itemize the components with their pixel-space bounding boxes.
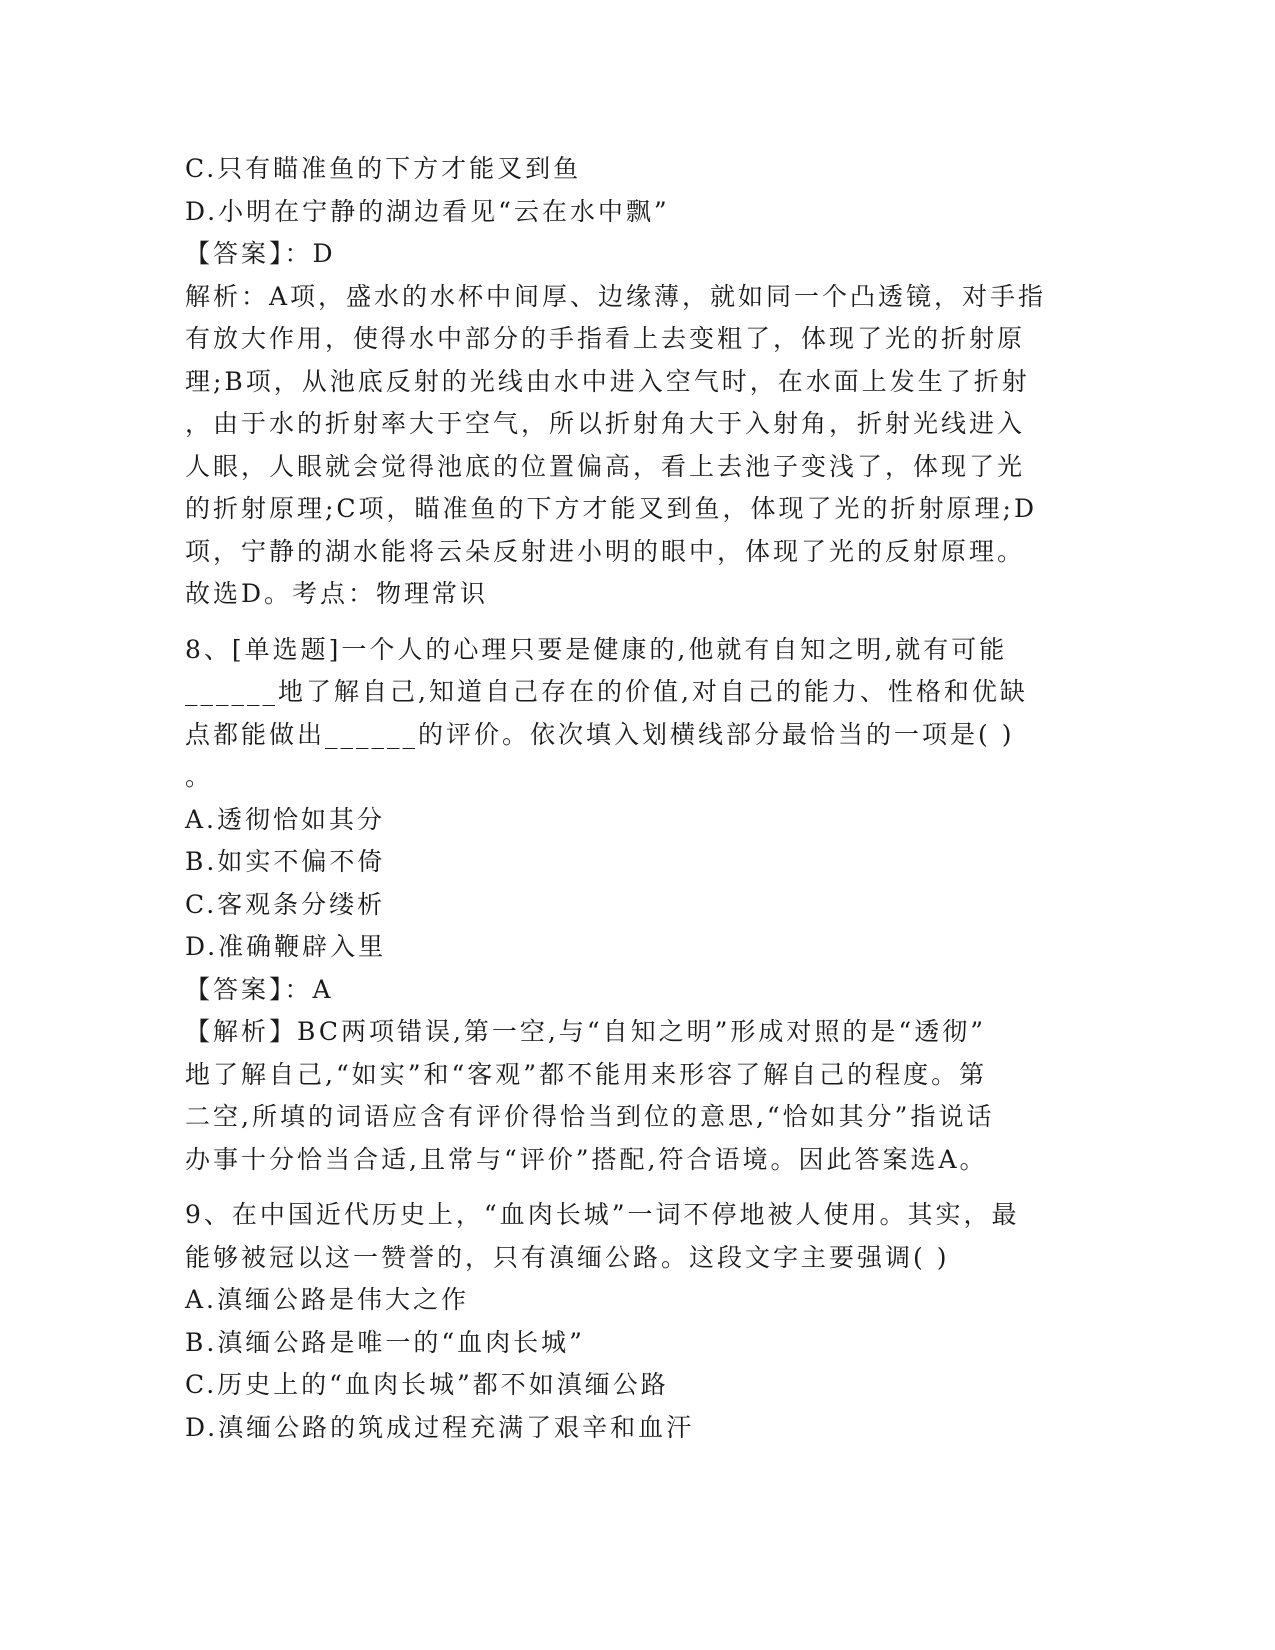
- question-7-tail: [185, 148, 1085, 616]
- q8-analysis-line: 地了解自己,“如实”和“客观”都不能用来形容了解自己的程度。第: [185, 1059, 988, 1089]
- question-8: [185, 629, 1085, 1182]
- q8-analysis-line: 办事十分恰当合适,且常与“评价”搭配,符合语境。因此答案选A。: [185, 1144, 988, 1174]
- q7-analysis-line: 故选D。考点：物理常识: [185, 579, 489, 608]
- q7-analysis-line: ，由于水的折射率大于空气，所以折射角大于入射角，折射光线进入: [185, 409, 1026, 438]
- q7-analysis-line: 人眼，人眼就会觉得池底的位置偏高，看上去池子变浅了，体现了光: [185, 451, 1026, 481]
- q9-option-c: C.历史上的“血肉长城”都不如滇缅公路: [185, 1370, 669, 1399]
- q9-option-a: A.滇缅公路是伟大之作: [185, 1285, 470, 1314]
- q8-option-d: D.准确鞭辟入里: [185, 932, 387, 961]
- q9-option-d: D.滇缅公路的筑成过程充满了艰辛和血汗: [185, 1412, 695, 1442]
- q7-analysis-line: 的折射原理;C项，瞄准鱼的下方才能叉到鱼，体现了光的折射原理;D: [185, 494, 1038, 523]
- q7-analysis-line: 项，宁静的湖水能将云朵反射进小明的眼中，体现了光的反射原理。: [185, 536, 1026, 566]
- q8-option-a: A.透彻恰如其分: [185, 804, 386, 834]
- q7-option-d: D.小明在宁静的湖边看见“云在水中飘”: [185, 196, 670, 226]
- q9-option-b: B.滇缅公路是唯一的“血肉长城”: [185, 1327, 585, 1357]
- q7-answer: 【答案】：D: [185, 239, 336, 268]
- q8-stem-line: ______地了解自己,知道自己存在的价值,对自己的能力、性格和优缺: [185, 677, 1028, 706]
- q7-analysis-line: 解析：A项，盛水的水杯中间厚、边缘薄，就如同一个凸透镜，对手指: [185, 281, 1047, 311]
- q8-option-c: C.客观条分缕析: [185, 889, 386, 919]
- q7-analysis-line: 有放大作用，使得水中部分的手指看上去变粗了，体现了光的折射原: [185, 324, 1026, 353]
- q7-analysis-line: 理;B项，从池底反射的光线由水中进入空气时，在水面上发生了折射: [185, 366, 1030, 396]
- question-9: [185, 1194, 1085, 1449]
- q7-analysis: [185, 276, 1085, 616]
- q8-stem-line: 点都能做出______的评价。依次填入划横线部分最恰当的一项是( ): [185, 719, 1015, 749]
- q8-stem-line: 。: [185, 762, 214, 791]
- q8-answer: 【答案】：A: [185, 974, 334, 1004]
- q8-option-b: B.如实不偏不倚: [185, 847, 386, 876]
- q9-stem-line: 9、在中国近代历史上，“血肉长城”一词不停地被人使用。其实，最: [185, 1200, 1020, 1229]
- q9-stem-line: 能够被冠以这一赞誉的，只有滇缅公路。这段文字主要强调( ): [185, 1242, 950, 1272]
- q7-option-c: C.只有瞄准鱼的下方才能叉到鱼: [185, 154, 582, 183]
- document-page: [185, 148, 1085, 1449]
- q8-analysis-line: 二空,所填的词语应含有评价得恰当到位的意思,“恰如其分”指说话: [185, 1102, 995, 1131]
- q8-stem-line: 8、[单选题]一个人的心理只要是健康的,他就有自知之明,就有可能: [185, 634, 1008, 664]
- q8-analysis-line: 【解析】BC两项错误,第一空,与“自知之明”形成对照的是“透彻”: [185, 1017, 986, 1046]
